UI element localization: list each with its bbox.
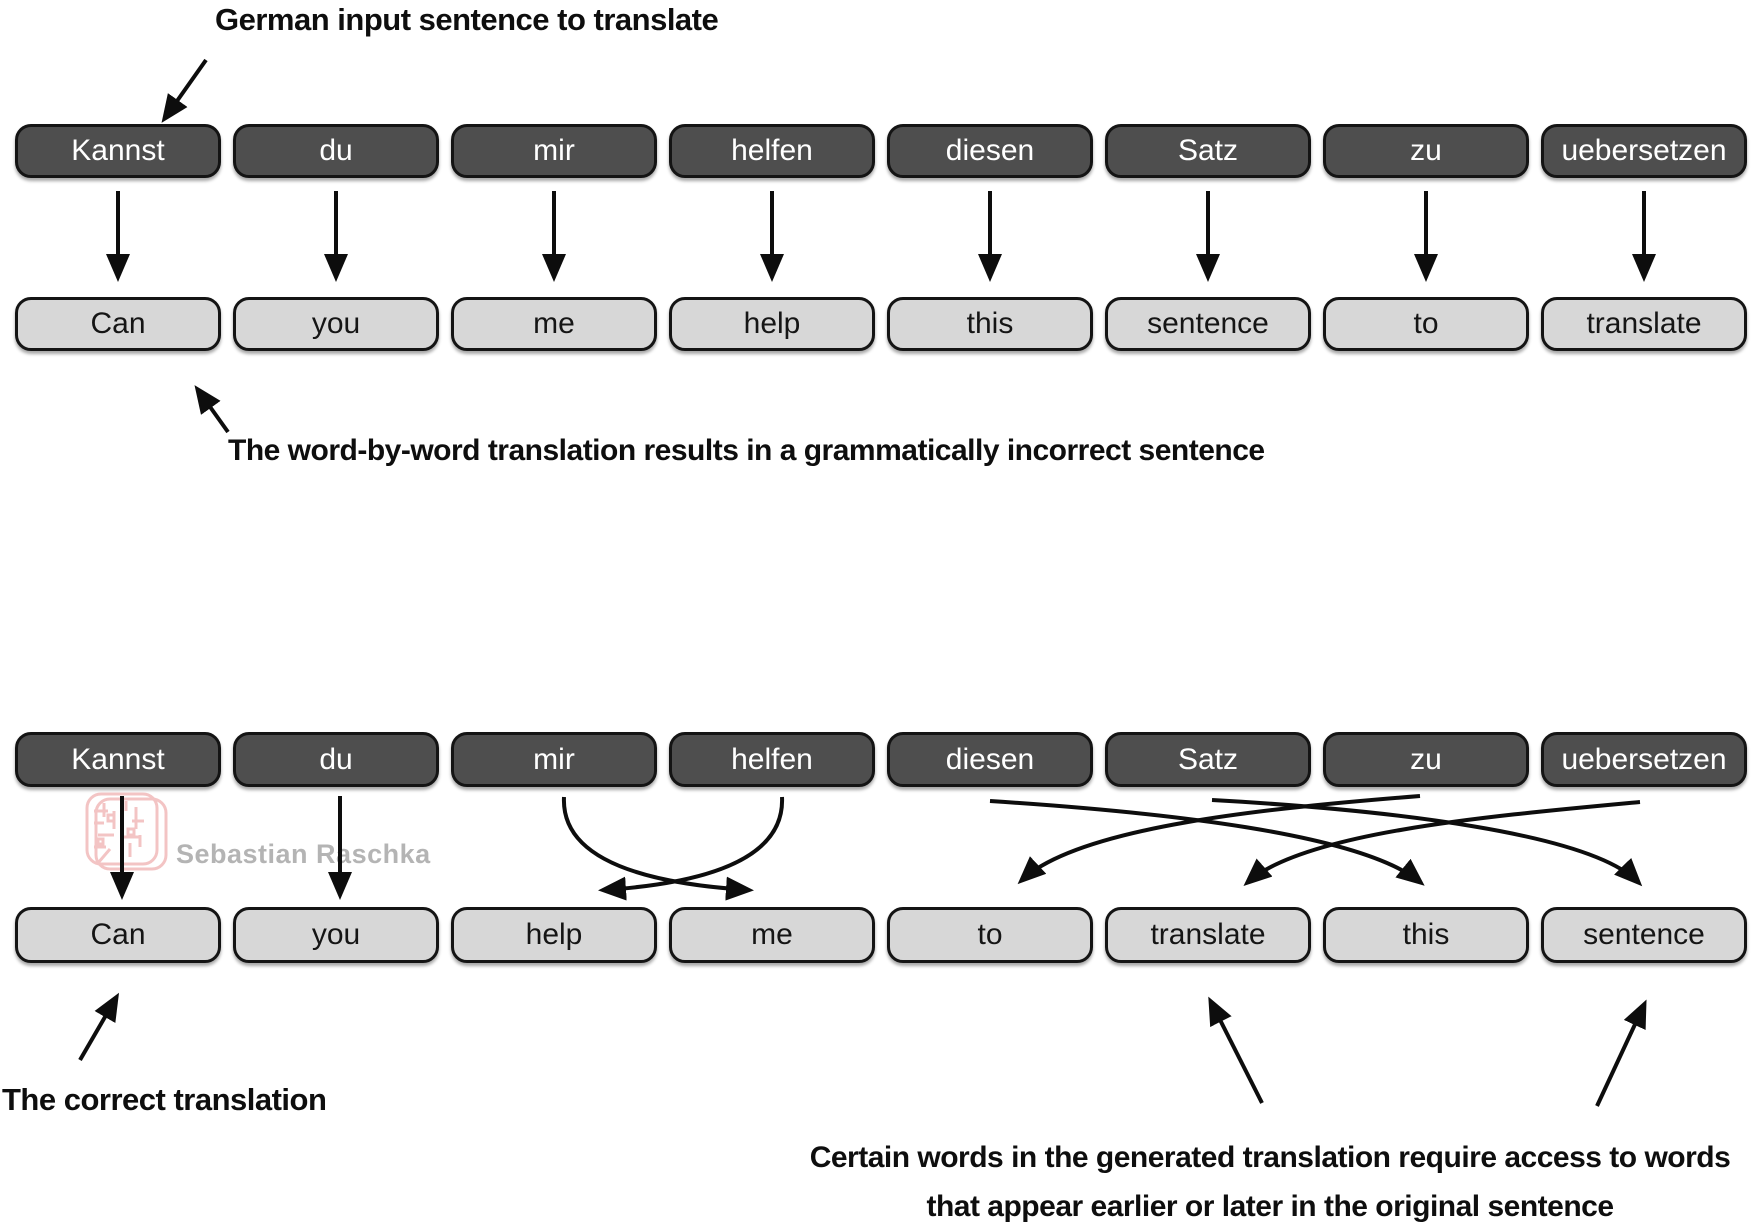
german-input-label: German input sentence to translate [215,2,719,37]
target-word-box: sentence [1541,907,1747,963]
target-word-box: to [887,907,1093,963]
reorder-arrow-diesen-this [990,801,1420,882]
target-word-box: help [669,297,875,351]
target-word-box: me [451,297,657,351]
german-label-pointer-arrow [165,60,206,118]
source-word-box: helfen [669,124,875,178]
attention-explanation-line2: that appear earlier or later in the original sentence [926,1190,1614,1223]
source-word-box: du [233,124,439,178]
attention-explanation-label [810,1133,1731,1231]
target-word-box: you [233,907,439,963]
target-word-box: Can [15,907,221,963]
source-word-box: diesen [887,124,1093,178]
attention-pointer-arrow-sentence [1597,1005,1644,1106]
source-word-box: uebersetzen [1541,124,1747,178]
attention-explanation-line1: Certain words in the generated translation require access to words [809,1141,1731,1174]
reorder-arrow-mir-me [564,797,748,890]
source-word-box: uebersetzen [1541,732,1747,787]
target-word-box: you [233,297,439,351]
correct-translation-row [15,907,1747,963]
source-word-box: zu [1323,732,1529,787]
source-word-box: zu [1323,124,1529,178]
source-word-box: du [233,732,439,787]
target-word-box: Can [15,297,221,351]
incorrect-label-pointer-arrow [198,390,228,432]
german-input-row-top [15,124,1747,178]
raschka-stamp-icon [84,791,176,875]
source-word-box: helfen [669,732,875,787]
source-word-box: Kannst [15,124,221,178]
source-word-box: mir [451,124,657,178]
target-word-box: translate [1105,907,1311,963]
source-word-box: Kannst [15,732,221,787]
source-word-box: Satz [1105,732,1311,787]
source-word-box: Satz [1105,124,1311,178]
reorder-arrow-zu-to [1022,796,1420,880]
watermark-author-name: Sebastian Raschka [176,839,431,869]
correct-label-pointer-arrow [80,998,116,1060]
target-word-box: sentence [1105,297,1311,351]
reorder-arrow-satz-sentence [1212,800,1638,882]
reorder-arrow-uebersetzen-translate [1248,802,1640,882]
word-by-word-label: The word-by-word translation results in a grammatically incorrect sentence [228,434,1265,467]
attention-pointer-arrow-translate [1211,1002,1262,1103]
correct-translation-label: The correct translation [2,1082,327,1117]
target-word-box: me [669,907,875,963]
target-word-box: help [451,907,657,963]
reorder-arrow-helfen-help [604,797,782,890]
target-word-box: this [1323,907,1529,963]
target-word-box: this [887,297,1093,351]
source-word-box: mir [451,732,657,787]
source-word-box: diesen [887,732,1093,787]
german-input-row-bottom [15,732,1747,787]
target-word-box: to [1323,297,1529,351]
word-by-word-translation-row [15,297,1747,351]
target-word-box: translate [1541,297,1747,351]
